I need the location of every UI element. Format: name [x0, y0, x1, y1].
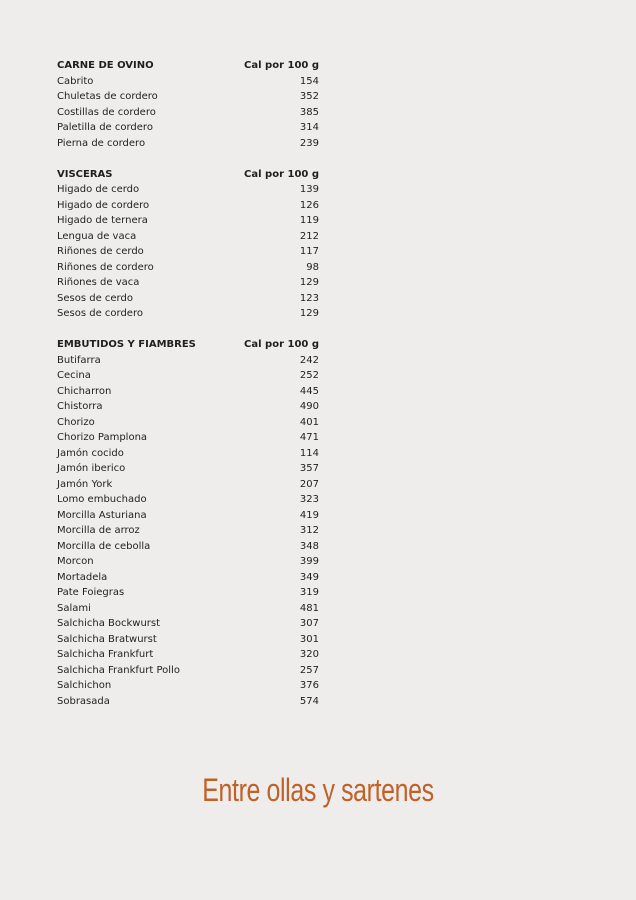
table-row [57, 89, 319, 105]
section-header [57, 337, 319, 353]
brand-title: Entre ollas y sartenes [202, 772, 434, 808]
calories-value: 319 [299, 587, 319, 598]
table-row [57, 384, 319, 400]
food-name: Jamón iberico [57, 463, 126, 474]
section-rows [57, 182, 319, 322]
food-name: Butifarra [57, 354, 101, 366]
table-row [57, 430, 319, 446]
food-name: Mortadela [57, 571, 108, 583]
calories-value: 126 [299, 199, 319, 211]
table-row [57, 353, 319, 369]
food-name: Morcilla Asturiana [57, 509, 147, 521]
food-name: Chistorra [57, 401, 103, 412]
food-name: Higado de cordero [57, 199, 150, 211]
food-name: Salchicha Bratwurst [57, 633, 157, 645]
food-name: Pierna de cordero [57, 137, 146, 149]
food-name: Jamón York [57, 478, 113, 490]
table-row [57, 477, 319, 493]
table-row [57, 461, 319, 477]
section-title: CARNE DE OVINO [57, 60, 154, 71]
table-row [57, 446, 319, 462]
food-name: Chorizo [57, 416, 95, 428]
calories-value: 349 [299, 571, 319, 583]
calories-value: 301 [299, 633, 319, 645]
calories-value: 348 [299, 540, 319, 552]
food-name: Sobrasada [57, 695, 110, 707]
food-name: Morcilla de arroz [57, 525, 140, 536]
calories-value: 207 [299, 478, 319, 490]
table-row [57, 415, 319, 431]
table-row [57, 244, 319, 260]
calories-value: 323 [299, 494, 319, 505]
table-row [57, 120, 319, 136]
food-name: Jamón cocido [57, 447, 124, 459]
column-header-calories: Cal por 100 g [244, 168, 319, 180]
calories-value: 252 [299, 370, 319, 381]
calorie-tables [57, 58, 319, 725]
column-header-calories: Cal por 100 g [244, 339, 319, 350]
calories-value: 490 [299, 401, 319, 412]
table-row [57, 554, 319, 570]
food-name: Morcon [57, 556, 94, 567]
table-row [57, 663, 319, 679]
food-name: Morcilla de cebolla [57, 540, 151, 552]
food-name: Chicharron [57, 385, 112, 397]
food-name: Riñones de cordero [57, 261, 154, 273]
table-row [57, 275, 319, 291]
table-row [57, 399, 319, 415]
food-name: Salchicha Frankfurt Pollo [57, 664, 180, 676]
table-row [57, 539, 319, 555]
section-carne-de-ovino [57, 58, 319, 151]
calories-value: 445 [299, 385, 319, 397]
table-row [57, 105, 319, 121]
calories-value: 119 [299, 215, 319, 226]
food-name: Higado de cerdo [57, 184, 140, 195]
table-row [57, 229, 319, 245]
calories-value: 314 [299, 122, 319, 133]
table-row [57, 368, 319, 384]
calories-value: 312 [299, 525, 319, 536]
table-row [57, 616, 319, 632]
food-name: Riñones de vaca [57, 277, 140, 288]
table-row [57, 74, 319, 90]
calories-value: 129 [299, 308, 319, 319]
table-row [57, 260, 319, 276]
calories-value: 399 [299, 556, 319, 567]
food-name: Costillas de cordero [57, 106, 156, 118]
food-name: Chorizo Pamplona [57, 432, 148, 443]
table-row [57, 570, 319, 586]
table-row [57, 632, 319, 648]
column-header-calories: Cal por 100 g [244, 60, 319, 71]
section-embutidos-y-fiambres [57, 337, 319, 709]
table-row [57, 198, 319, 214]
table-row [57, 492, 319, 508]
calories-value: 154 [299, 75, 319, 87]
table-row [57, 647, 319, 663]
calories-value: 401 [299, 416, 319, 428]
calories-value: 357 [299, 463, 319, 474]
food-name: Salami [57, 602, 91, 614]
food-name: Sesos de cordero [57, 308, 143, 319]
calories-value: 574 [299, 695, 319, 707]
food-name: Lengua de vaca [57, 230, 137, 242]
calories-value: 481 [299, 602, 319, 614]
section-header [57, 167, 319, 183]
calories-value: 419 [299, 509, 319, 521]
food-name: Higado de ternera [57, 215, 148, 226]
calories-value: 307 [299, 618, 319, 629]
section-rows [57, 74, 319, 152]
calories-value: 123 [299, 292, 319, 304]
calories-value: 139 [299, 184, 319, 195]
section-title: EMBUTIDOS Y FIAMBRES [57, 339, 196, 350]
calories-value: 117 [299, 246, 319, 257]
food-name: Pate Foiegras [57, 587, 125, 598]
table-row [57, 306, 319, 322]
calories-value: 471 [299, 432, 319, 443]
food-name: Cecina [57, 370, 91, 381]
food-name: Lomo embuchado [57, 494, 147, 505]
section-header [57, 58, 319, 74]
food-name: Cabrito [57, 75, 94, 87]
calories-value: 212 [299, 230, 319, 242]
calories-value: 320 [299, 649, 319, 660]
food-name: Salchichon [57, 680, 112, 691]
food-name: Riñones de cerdo [57, 246, 144, 257]
table-row [57, 601, 319, 617]
table-row [57, 508, 319, 524]
table-row [57, 585, 319, 601]
section-title: VISCERAS [57, 168, 113, 180]
calories-value: 385 [299, 106, 319, 118]
table-row [57, 678, 319, 694]
table-row [57, 694, 319, 710]
table-row [57, 213, 319, 229]
calories-value: 114 [299, 447, 319, 459]
calories-value: 257 [299, 664, 319, 676]
table-row [57, 136, 319, 152]
calories-value: 239 [299, 137, 319, 149]
food-name: Salchicha Frankfurt [57, 649, 154, 660]
section-visceras [57, 167, 319, 322]
food-name: Chuletas de cordero [57, 91, 158, 102]
table-row [57, 523, 319, 539]
table-row [57, 182, 319, 198]
food-name: Paletilla de cordero [57, 122, 153, 133]
calories-value: 129 [299, 277, 319, 288]
section-rows [57, 353, 319, 710]
calories-value: 98 [306, 261, 319, 273]
table-row [57, 291, 319, 307]
food-name: Salchicha Bockwurst [57, 618, 161, 629]
calories-value: 352 [299, 91, 319, 102]
calories-value: 376 [299, 680, 319, 691]
calories-value: 242 [299, 354, 319, 366]
food-name: Sesos de cerdo [57, 292, 133, 304]
